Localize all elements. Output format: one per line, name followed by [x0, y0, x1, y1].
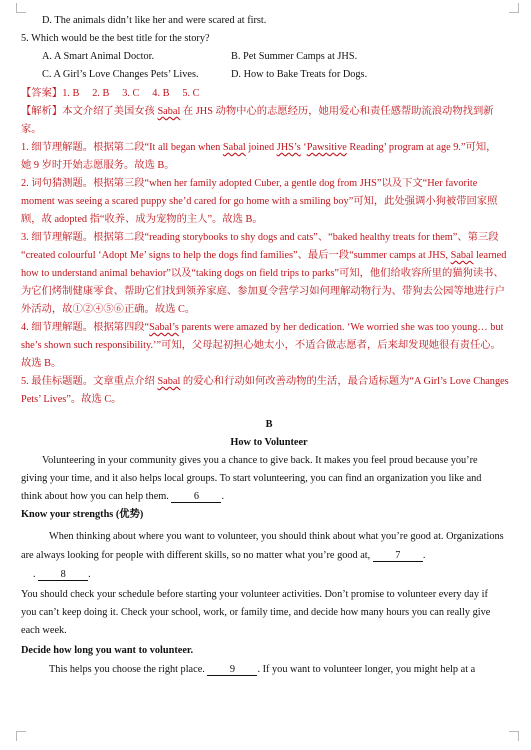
analysis-intro: 【解析】本文介绍了美国女孩 Sabal 在 JHS 动物中心的志愿经历，她用爱心和责任感帮助流浪动物找到新 [21, 106, 494, 117]
analysis-item-3-cont: 外活动，故①②④⑤⑥正确。故选 C。 [21, 304, 196, 315]
page-corner-mark [16, 3, 26, 13]
analysis-item-4: 4. 细节理解题。根据第四段“Sabal’s parents were amazed by her dedication. ‘We worried she was too young… but [21, 322, 504, 333]
analysis-item-4-cont: she’s shown such responsibility.’”可知，父母起初担心她太小，不适合做志愿者，后来却发现她很有责任心。 [21, 340, 501, 351]
analysis-item-2-cont: moment was seeing a scared puppy she’d cared for go home with a smiling boy”可知，此处强调小狗被带回家照 [21, 196, 498, 207]
page-corner-mark [509, 3, 519, 13]
q5-option-b: B. Pet Summer Camps at JHS. [231, 51, 358, 62]
analysis-label: 【解析】 [21, 106, 63, 117]
name-sabal: Sabal [157, 376, 181, 387]
analysis-item-3-cont: “created colourful ‘Adopt Me’ signs to help the dogs find families”、最后一段“summer camps at JHS, Sabal learned [21, 250, 507, 261]
answer-line [21, 87, 200, 100]
para4-line: This helps you choose the right place. 9 . If you want to volunteer longer, you might help at a [49, 664, 476, 675]
para1-line: Volunteering in your community gives you a chance to give back. It makes you feel proud because you’re [42, 455, 478, 466]
analysis-item-5: 5. 最佳标题题。文章重点介绍 Sabal 的爱心和行动如何改善动物的生活，最合适标题为“A Girl’s Love Changes [21, 376, 509, 387]
section-letter: B [265, 419, 273, 430]
section-title: How to Volunteer [230, 437, 308, 448]
blank-9[interactable]: 9 [207, 664, 257, 676]
q5-option-d: D. How to Bake Treats for Dogs. [231, 69, 368, 80]
analysis-item-4-cont: 故选 B。 [21, 358, 62, 369]
para2-line: are always looking for people with different skills, so no matter what you’re good at, 7 . [21, 550, 426, 561]
analysis-item-3-cont: 为它们烤制健康零食、帮助它们找到领养家庭、参加夏令营学习如何理解动物行为、带狗去公园等地进行户 [21, 286, 505, 297]
analysis-intro-cont: 家。 [21, 124, 42, 135]
answer-values: 1. B 2. B 3. C 4. B 5. C [62, 88, 200, 99]
analysis-item-5-cont: Pets’ Lives”。故选 C。 [21, 394, 122, 405]
q5-option-c: C. A Girl’s Love Changes Pets’ Lives. [42, 69, 199, 80]
name-sabal: Sabal [222, 142, 246, 153]
blank-6[interactable]: 6 [171, 491, 221, 503]
analysis-item-2-cont: 顾，故 adopted 指“收养、成为宠物的主人”。故选 B。 [21, 214, 263, 225]
para3-line: You should check your schedule before starting your volunteer activities. Don’t promise to volunteer every day if [21, 589, 488, 600]
analysis-item-1: 1. 细节理解题。根据第二段“It all began when Sabal joined JHS’s ‘Pawsitive Reading’ program at age 9.”可知， [21, 142, 497, 153]
analysis-item-1-cont: 她 9 岁时开始志愿服务。故选 B。 [21, 160, 175, 171]
blank-8[interactable]: 8 [38, 569, 88, 581]
q4-option-d: D. The animals didn’t like her and were scared at first. [42, 15, 267, 26]
name-sabal: Sabal [157, 106, 181, 117]
q5-prompt: 5. Which would be the best title for the story? [21, 33, 210, 44]
para1-line: giving your time, and it also helps local groups. To start volunteering, you can find an organization you like and [21, 473, 482, 484]
analysis-item-3: 3. 细节理解题。根据第二段“reading storybooks to shy dogs and cats”、“baked healthy treats for them”、第三段 [21, 232, 499, 243]
analysis-item-2: 2. 词句猜测题。根据第三段“when her family adopted Cuber, a gentle dog from JHS”以及下文“Her favorite [21, 178, 478, 189]
heading-decide-duration: Decide how long you want to volunteer. [21, 645, 194, 656]
heading-know-strengths: Know your strengths (优势) [21, 509, 144, 520]
para2-line: When thinking about where you want to volunteer, you should think about what you’re good at. Organizations [49, 531, 504, 542]
q5-option-a: A. A Smart Animal Doctor. [42, 51, 155, 62]
page-corner-mark [16, 731, 26, 741]
para1-line: think about how you can help them. 6 . [21, 491, 225, 502]
name-sabal: Sabal [450, 250, 474, 261]
answer-label: 【答案】 [21, 88, 63, 99]
blank-7[interactable]: 7 [373, 550, 423, 562]
para3-line: you can’t keep doing it. Check your school, work, or family time, and decide how many hours you can really give [21, 607, 491, 618]
analysis-item-3-cont: how to understand animal behavior”以及“taking dogs on field trips to parks”可知，他们给收容所里的猫狗读书、 [21, 268, 504, 279]
para3-line: each week. [21, 625, 67, 636]
para2-line: . 8 . [33, 569, 91, 580]
page-corner-mark [509, 731, 519, 741]
